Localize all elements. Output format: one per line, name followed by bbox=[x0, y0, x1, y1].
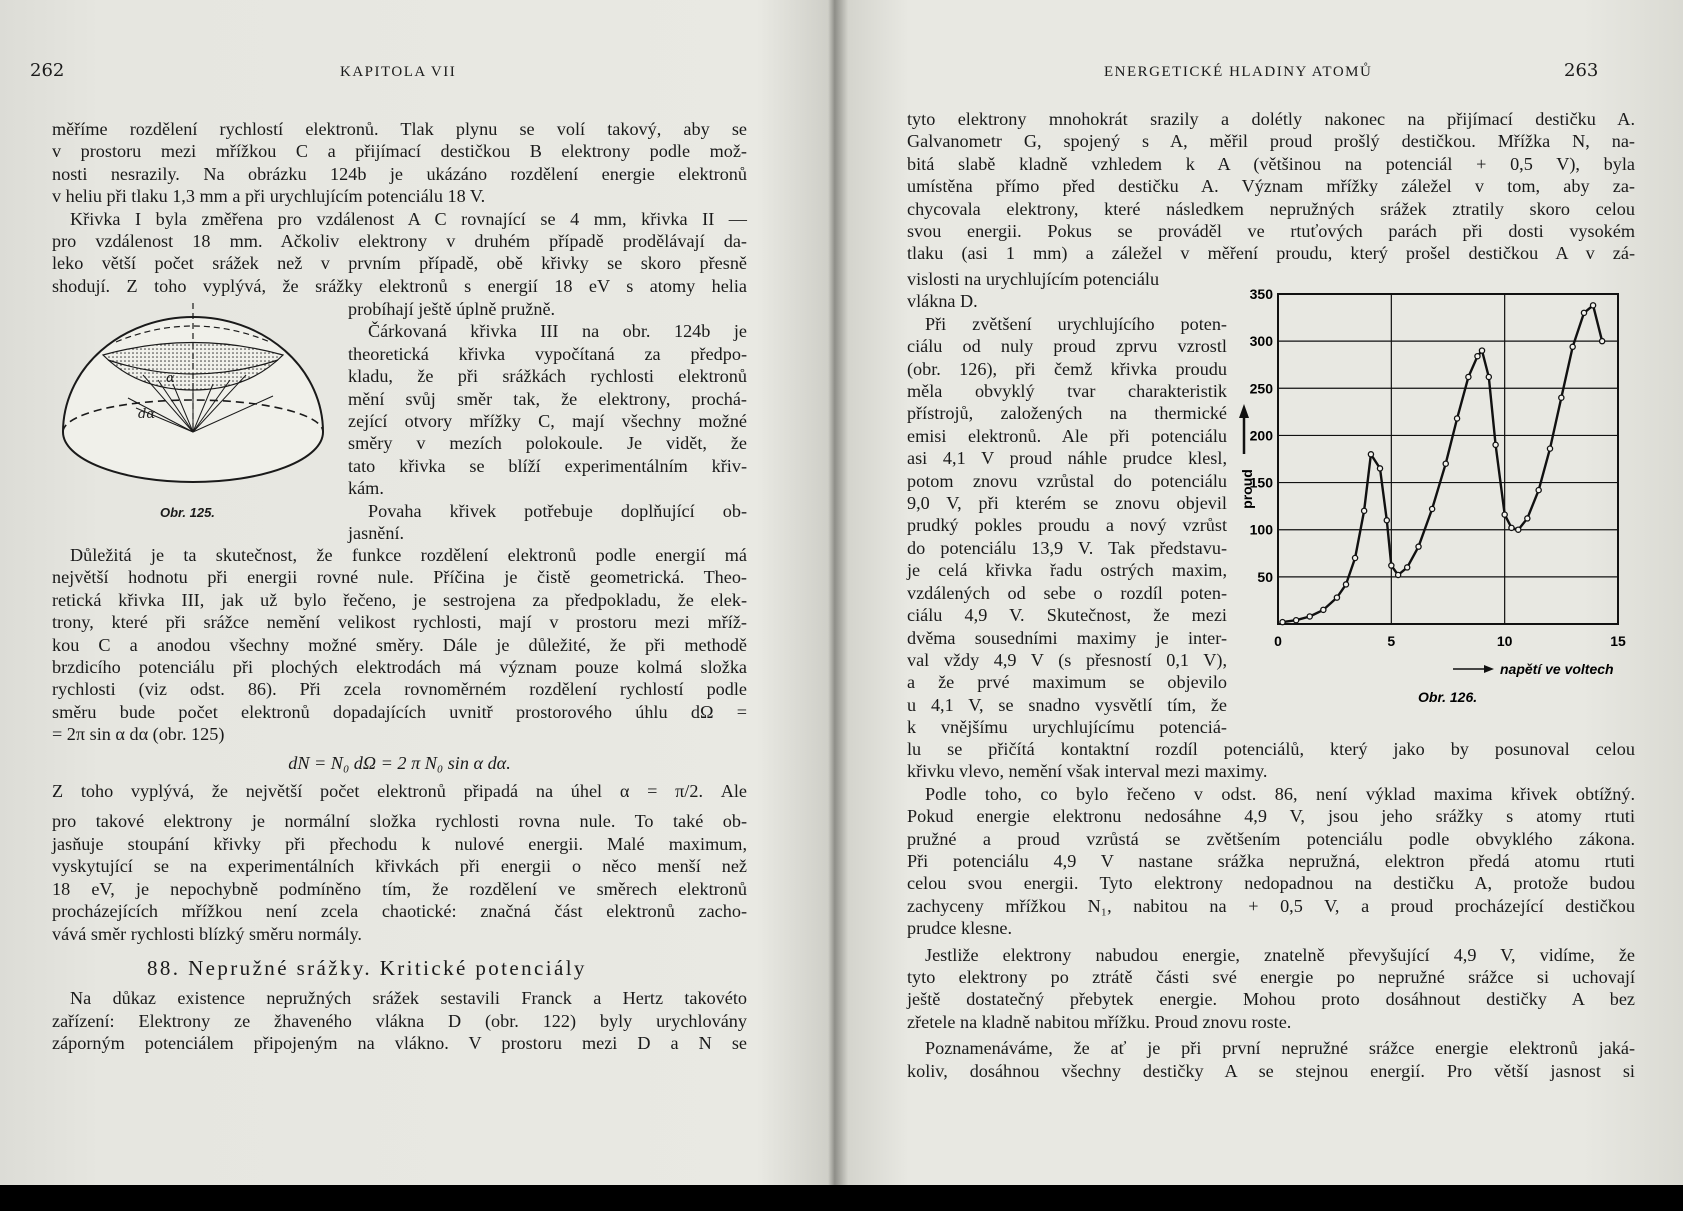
section-title: 88. Nepružné srážky. Kritické potenciály bbox=[147, 955, 587, 980]
text-line: celou svou energii. Tyto elektrony nedopadnou na destičku A, protože budou bbox=[907, 873, 1635, 894]
y-tick-label: 150 bbox=[1249, 474, 1273, 491]
text-line: tlaku (asi 1 mm) a záležel v měření proudu, který prošel destičkou A v zá- bbox=[907, 243, 1635, 264]
text-line: bitá slabě kladně vzhledem k A (většinou na potenciál + 0,5 V), byla bbox=[907, 153, 1635, 174]
text-line: Čárkovaná křivka III na obr. 124b je bbox=[368, 321, 747, 342]
text-line: asi 4,1 V proud náhle prudce klesl, bbox=[907, 448, 1227, 469]
text-line: retická křivka III, jak už bylo řečeno, je sestrojena za předpokladu, že elek- bbox=[52, 589, 747, 610]
text-line: Poznamenáváme, že ať je při první nepružné srážce energie elektronů jaká- bbox=[925, 1038, 1635, 1059]
text-line: u 4,1 V, se snadno vysvětlí tím, že bbox=[907, 694, 1227, 715]
text-line: trony, které při srážce nemění velikost rychlosti, mají v prostoru mezi mříž- bbox=[52, 612, 747, 633]
text-line: vyskytující se na experimentálních křivkách při energii o něco menší než bbox=[52, 856, 747, 877]
text-line: je celá křivka řadu ostrých maxim, bbox=[907, 560, 1227, 581]
text-line: zařízení: Elektrony ze žhaveného vlákna D (obr. 122) byly urychlovány bbox=[52, 1010, 747, 1031]
x-axis-label: napětí ve voltech bbox=[1500, 661, 1614, 677]
text-line: křivku vlevo, nemění však interval mezi maximy. bbox=[907, 761, 1268, 782]
text-line: ciálu 4,9 V. Skutečnost, že mezi bbox=[907, 605, 1227, 626]
text-line: pružné a proud vzrůstá se zvětšením potenciálu podle obvyklého zákona. bbox=[907, 828, 1635, 849]
text-line: (obr. 126), při čemž křivka proudu bbox=[907, 358, 1227, 379]
data-point bbox=[1454, 416, 1459, 421]
text-line: jasňuje stoupání křivky při přechodu k nulové energii. Malé maximum, bbox=[52, 833, 747, 854]
text-line: tato křivka se blíží experimentálním křiv- bbox=[348, 455, 747, 476]
data-point bbox=[1559, 395, 1564, 400]
left-text-top bbox=[52, 118, 747, 297]
text-line: prudký pokles proudu a nový vzrůst bbox=[907, 515, 1227, 536]
text-line: Povaha křivek potřebuje doplňující ob- bbox=[368, 500, 747, 521]
data-point bbox=[1536, 488, 1541, 493]
data-point bbox=[1384, 518, 1389, 523]
text-line: záporným potenciálem připojeným na vlákno. V prostoru mezi D a N se bbox=[52, 1033, 747, 1054]
data-point bbox=[1396, 572, 1401, 577]
text-line: Pokud energie elektronu nedosáhne 4,9 V, jsou jeho srážky s atomy rtuti bbox=[907, 806, 1635, 827]
text-line: tyto elektrony mnohokrát srazily a dolétly nakonec na přijímací destičku A. bbox=[907, 109, 1635, 129]
text-line: vává směr rychlosti blízký směru normály. bbox=[52, 923, 362, 944]
data-point bbox=[1475, 354, 1480, 359]
text-line: Křivka I byla změřena pro vzdálenost A C rovnající se 4 mm, křivka II — bbox=[70, 208, 747, 229]
text-line: koliv, dosáhnou všechny destičky A se stejnou energií. Pro větší jasnost si bbox=[907, 1060, 1635, 1081]
text-line: největší hodnotu při energii rovné nule. Příčina je čistě geometrická. Theo- bbox=[52, 567, 747, 588]
figure-caption: Obr. 126. bbox=[1418, 689, 1478, 705]
text-line: svou energii. Pokus se prováděl ve rtuťových parách při dosti vysokém bbox=[907, 221, 1635, 242]
franck-hertz-chart bbox=[1232, 282, 1652, 707]
text-line: pro vzdálenost 18 mm. Ačkoliv elektrony v druhém případě prodělávají da- bbox=[52, 231, 747, 252]
text-line: 9,0 V, při kterém se znovu objevil bbox=[907, 493, 1227, 514]
text-line: Jestliže elektrony nabudou energie, znatelně převyšující 4,9 V, vidíme, že bbox=[925, 944, 1635, 965]
text-line: leko větší počet srážek než v prvním případě, obě křivky se skoro přesně bbox=[52, 253, 747, 274]
data-point bbox=[1486, 374, 1491, 379]
text-line: měříme rozdělení rychlostí elektronů. Tlak plynu se volí takový, aby se bbox=[52, 119, 747, 139]
right-text-bottom bbox=[907, 738, 1635, 1082]
text-line: měla obvyklý tvar charakteristik bbox=[907, 381, 1227, 402]
data-point bbox=[1443, 461, 1448, 466]
right-page bbox=[842, 0, 1683, 1185]
text-line: theoretická křivka vypočítaná za předpo- bbox=[348, 343, 747, 364]
right-text-top bbox=[907, 108, 1635, 265]
data-point bbox=[1334, 595, 1339, 600]
left-text-mid bbox=[52, 544, 747, 1055]
data-point bbox=[1321, 607, 1326, 612]
text-line: potom znovu vzrůstal do potenciálu bbox=[907, 470, 1227, 491]
text-line: prudce klesne. bbox=[907, 918, 1013, 939]
data-point bbox=[1581, 310, 1586, 315]
text-line: směry v mezích polokoule. Je vidět, že bbox=[348, 433, 747, 454]
text-line: mění svůj směr tak, že elektrony, prochá- bbox=[348, 388, 747, 409]
svg-text:dα: dα bbox=[138, 407, 156, 422]
data-point bbox=[1307, 614, 1312, 619]
data-point bbox=[1368, 452, 1373, 457]
text-line: dvěma sousedními maximy je inter- bbox=[907, 627, 1227, 648]
text-line: Na důkaz existence nepružných srážek sestavili Franck a Hertz takovéto bbox=[70, 988, 747, 1009]
data-point bbox=[1570, 344, 1575, 349]
running-header: ENERGETICKÉ HLADINY ATOMŮ bbox=[1104, 64, 1373, 80]
left-text-wrap bbox=[348, 298, 747, 544]
scan-border bbox=[0, 1185, 1683, 1211]
data-point bbox=[1547, 446, 1552, 451]
text-line: brzdicího potenciálu při plochých elektrodách má význam pouze kolmá složka bbox=[52, 657, 747, 678]
text-line: ještě dostatečný přebytek energie. Mohou proto dosáhnout destičky A bez bbox=[907, 989, 1635, 1010]
text-line: probíhají ještě úplně pružně. bbox=[348, 299, 556, 319]
text-line: emisi elektronů. Ale při potenciálu bbox=[907, 425, 1227, 446]
text-line: Z toho vyplývá, že největší počet elektronů připadá na úhel α = π/2. Ale bbox=[52, 781, 747, 802]
data-point bbox=[1479, 348, 1484, 353]
data-point bbox=[1280, 620, 1285, 625]
figure-caption: Obr. 125. bbox=[160, 505, 215, 520]
data-point bbox=[1389, 563, 1394, 568]
data-point bbox=[1405, 565, 1410, 570]
svg-text:α: α bbox=[166, 371, 175, 386]
y-tick-label: 250 bbox=[1249, 380, 1273, 397]
right-text-wrap bbox=[907, 268, 1227, 739]
text-line: zachyceny mřížkou N₁, nabitou na + 0,5 V, a proud procházející destičkou bbox=[907, 895, 1635, 916]
x-axis-arrowhead bbox=[1484, 665, 1494, 673]
y-axis-label: proud bbox=[1239, 469, 1255, 509]
left-page bbox=[0, 0, 820, 1185]
data-point bbox=[1430, 506, 1435, 511]
text-line: Při zvětšení urychlujícího poten- bbox=[925, 313, 1227, 334]
hemisphere-figure bbox=[48, 300, 338, 495]
text-line: ciálu od nuly proud zprvu vzrostl bbox=[907, 336, 1227, 357]
data-point bbox=[1377, 466, 1382, 471]
data-point bbox=[1509, 525, 1514, 530]
text-line: směru bude počet elektronů dopadajících uvnitř prostorového úhlu dΩ = bbox=[52, 701, 747, 722]
data-point bbox=[1343, 582, 1348, 587]
page-number: 263 bbox=[1564, 60, 1599, 81]
text-line: Důležitá je ta skutečnost, že funkce rozdělení elektronů podle energií má bbox=[70, 545, 747, 565]
y-tick-label: 350 bbox=[1249, 286, 1273, 302]
text-line: tyto elektrony po ztrátě části své energie po nepružné srážce si uchovají bbox=[907, 967, 1635, 988]
text-line: kladu, že při srážkách rychlosti elektronů bbox=[348, 366, 747, 387]
data-point bbox=[1590, 303, 1595, 308]
text-line: jasnění. bbox=[348, 523, 405, 544]
text-line: a že prvé maximum se objevilo bbox=[907, 672, 1227, 693]
y-tick-label: 300 bbox=[1249, 333, 1273, 350]
data-point bbox=[1502, 512, 1507, 517]
y-tick-label: 100 bbox=[1249, 521, 1273, 538]
text-line: vlákna D. bbox=[907, 291, 978, 312]
text-line: zřetele na kladně nabitou mřížku. Proud znovu roste. bbox=[907, 1011, 1292, 1032]
data-point bbox=[1362, 508, 1367, 513]
text-line: zející otvory mřížky C, mají všechny možné bbox=[348, 411, 747, 432]
text-line: 18 eV, je nepochybně podmíněno tím, že rozdělení ve směrech elektronů bbox=[52, 878, 747, 899]
data-point bbox=[1516, 527, 1521, 532]
data-point bbox=[1525, 516, 1530, 521]
text-line: do potenciálu 13,9 V. Tak představu- bbox=[907, 537, 1227, 558]
page-number: 262 bbox=[30, 60, 65, 81]
text-line: kou C a anodou všechny možné směry. Dále je důležité, že při methodě bbox=[52, 634, 747, 655]
text-line: v heliu při tlaku 1,3 mm a při urychlujícím potenciálu 18 V. bbox=[52, 186, 486, 207]
text-line: chycovala elektrony, které následkem nepružných srážek ztratily skoro celou bbox=[907, 198, 1635, 219]
data-point bbox=[1294, 618, 1299, 623]
data-point bbox=[1600, 339, 1605, 344]
text-line: rychlosti (viz odst. 86). Při zcela rovnoměrném rozdělení rychlostí podle bbox=[52, 679, 747, 700]
text-line: lu se přičítá kontaktní rozdíl potenciálů, který jako by posunoval celou bbox=[907, 739, 1635, 759]
text-line: kám. bbox=[348, 478, 384, 499]
data-point bbox=[1493, 442, 1498, 447]
equation: dN = N₀ dΩ = 2 π N₀ sin α dα. bbox=[288, 752, 511, 773]
data-point bbox=[1466, 374, 1471, 379]
text-line: procházejících mřížkou není zcela chaotické: značná část elektronů zacho- bbox=[52, 901, 747, 922]
text-line: nosti nesrazily. Na obrázku 124b je ukázáno rozdělení energie elektronů bbox=[52, 163, 747, 184]
text-line: umístěna přímo před destičku A. Význam mřížky záležel v tom, aby za- bbox=[907, 176, 1635, 197]
y-tick-label: 50 bbox=[1257, 568, 1273, 585]
series-line bbox=[1283, 305, 1603, 622]
data-point bbox=[1352, 555, 1357, 560]
x-tick-label: 15 bbox=[1610, 633, 1626, 649]
y-tick-label: 200 bbox=[1249, 427, 1273, 444]
text-line: Podle toho, co bylo řečeno v odst. 86, není výklad maxima křivek obtížný. bbox=[925, 783, 1635, 804]
text-line: Galvanometr G, spojený s A, měřil proud prošlý destičkou. Mřížka N, na- bbox=[907, 131, 1635, 152]
data-point bbox=[1416, 544, 1421, 549]
x-tick-label: 10 bbox=[1496, 633, 1513, 649]
text-line: v prostoru mezi mřížkou C a přijímací destičkou B elektrony podle mož- bbox=[52, 141, 747, 162]
text-line: pro takové elektrony je normální složka rychlosti rovna nule. To také ob- bbox=[52, 811, 747, 832]
text-line: val vždy 4,9 V (s přesností 0,1 V), bbox=[907, 649, 1227, 670]
text-line: Při potenciálu 4,9 V nastane srážka nepružná, elektron předá atomu rtuti bbox=[907, 851, 1635, 872]
text-line: vislosti na urychlujícím potenciálu bbox=[907, 269, 1160, 289]
text-line: vzdálených od sebe o rozdíl poten- bbox=[907, 582, 1227, 603]
running-header: KAPITOLA VII bbox=[340, 64, 457, 80]
x-tick-label: 0 bbox=[1274, 633, 1282, 649]
text-line: = 2π sin α dα (obr. 125) bbox=[52, 724, 225, 745]
text-line: k vnějšímu urychlujícímu potenciá- bbox=[907, 717, 1227, 738]
text-line: přístrojů, založených na thermické bbox=[907, 403, 1227, 424]
x-tick-label: 5 bbox=[1387, 633, 1396, 649]
y-axis-arrowhead bbox=[1239, 404, 1249, 418]
text-line: shodují. Z toho vyplývá, že srážky elektronů s energií 18 eV s atomy helia bbox=[52, 275, 747, 296]
